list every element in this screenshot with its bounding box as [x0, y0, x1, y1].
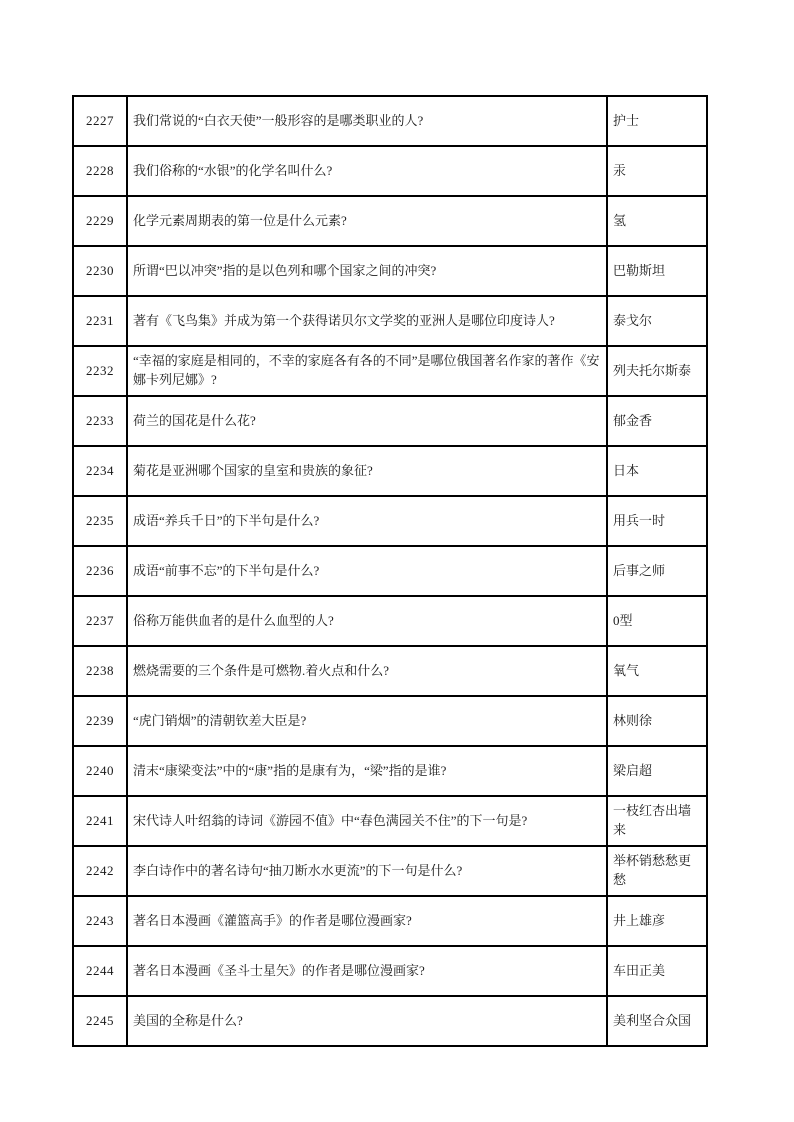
table-row: [73, 196, 707, 246]
answer-cell: 氢: [607, 196, 707, 246]
row-number: 2227: [73, 96, 127, 146]
row-number: 2236: [73, 546, 127, 596]
row-number: 2228: [73, 146, 127, 196]
row-number: 2231: [73, 296, 127, 346]
question-cell: 菊花是亚洲哪个国家的皇室和贵族的象征?: [127, 446, 607, 496]
question-cell: 燃烧需要的三个条件是可燃物.着火点和什么?: [127, 646, 607, 696]
question-cell: 成语“前事不忘”的下半句是什么?: [127, 546, 607, 596]
question-cell: 俗称万能供血者的是什么血型的人?: [127, 596, 607, 646]
row-number: 2237: [73, 596, 127, 646]
answer-cell: 护士: [607, 96, 707, 146]
question-cell: 我们俗称的“水银”的化学名叫什么?: [127, 146, 607, 196]
row-number: 2234: [73, 446, 127, 496]
table-row: [73, 696, 707, 746]
question-cell: 著名日本漫画《灌篮高手》的作者是哪位漫画家?: [127, 896, 607, 946]
table-row: [73, 96, 707, 146]
question-cell: 李白诗作中的著名诗句“抽刀断水水更流”的下一句是什么?: [127, 846, 607, 896]
answer-cell: 后事之师: [607, 546, 707, 596]
row-number: 2238: [73, 646, 127, 696]
question-cell: 荷兰的国花是什么花?: [127, 396, 607, 446]
row-number: 2230: [73, 246, 127, 296]
row-number: 2241: [73, 796, 127, 846]
answer-cell: 林则徐: [607, 696, 707, 746]
answer-cell: 一枝红杏出墙来: [607, 796, 707, 846]
row-number: 2244: [73, 946, 127, 996]
table-row: [73, 646, 707, 696]
question-cell: 著有《飞鸟集》并成为第一个获得诺贝尔文学奖的亚洲人是哪位印度诗人?: [127, 296, 607, 346]
question-cell: 著名日本漫画《圣斗士星矢》的作者是哪位漫画家?: [127, 946, 607, 996]
answer-cell: 郁金香: [607, 396, 707, 446]
row-number: 2233: [73, 396, 127, 446]
answer-cell: 0型: [607, 596, 707, 646]
question-cell: 化学元素周期表的第一位是什么元素?: [127, 196, 607, 246]
table-row: [73, 396, 707, 446]
row-number: 2242: [73, 846, 127, 896]
row-number: 2239: [73, 696, 127, 746]
table-row: [73, 996, 707, 1046]
table-row: [73, 946, 707, 996]
answer-cell: 氧气: [607, 646, 707, 696]
question-cell: 美国的全称是什么?: [127, 996, 607, 1046]
table-row: [73, 896, 707, 946]
answer-cell: 泰戈尔: [607, 296, 707, 346]
table-row: [73, 146, 707, 196]
answer-cell: 汞: [607, 146, 707, 196]
table-row: [73, 746, 707, 796]
answer-cell: 列夫托尔斯泰: [607, 346, 707, 396]
answer-cell: 用兵一时: [607, 496, 707, 546]
question-cell: 成语“养兵千日”的下半句是什么?: [127, 496, 607, 546]
table-row: [73, 546, 707, 596]
table-row: [73, 246, 707, 296]
answer-cell: 车田正美: [607, 946, 707, 996]
qa-table: [72, 95, 708, 1047]
table-row: [73, 296, 707, 346]
question-cell: “幸福的家庭是相同的，不幸的家庭各有各的不同”是哪位俄国著名作家的著作《安娜卡列尼娜》?: [127, 346, 607, 396]
table-row: [73, 496, 707, 546]
answer-cell: 美利坚合众国: [607, 996, 707, 1046]
question-cell: 清末“康梁变法”中的“康”指的是康有为，“梁”指的是谁?: [127, 746, 607, 796]
table-row: [73, 846, 707, 896]
question-cell: 宋代诗人叶绍翁的诗词《游园不值》中“春色满园关不住”的下一句是?: [127, 796, 607, 846]
answer-cell: 日本: [607, 446, 707, 496]
row-number: 2235: [73, 496, 127, 546]
row-number: 2229: [73, 196, 127, 246]
table-row: [73, 596, 707, 646]
row-number: 2243: [73, 896, 127, 946]
answer-cell: 梁启超: [607, 746, 707, 796]
answer-cell: 巴勒斯坦: [607, 246, 707, 296]
qa-table-body: [73, 96, 707, 1046]
table-row: [73, 446, 707, 496]
row-number: 2232: [73, 346, 127, 396]
row-number: 2245: [73, 996, 127, 1046]
row-number: 2240: [73, 746, 127, 796]
answer-cell: 井上雄彦: [607, 896, 707, 946]
question-cell: “虎门销烟”的清朝钦差大臣是?: [127, 696, 607, 746]
table-row: [73, 796, 707, 846]
question-cell: 我们常说的“白衣天使”一般形容的是哪类职业的人?: [127, 96, 607, 146]
question-cell: 所谓“巴以冲突”指的是以色列和哪个国家之间的冲突?: [127, 246, 607, 296]
answer-cell: 举杯销愁愁更愁: [607, 846, 707, 896]
table-row: [73, 346, 707, 396]
